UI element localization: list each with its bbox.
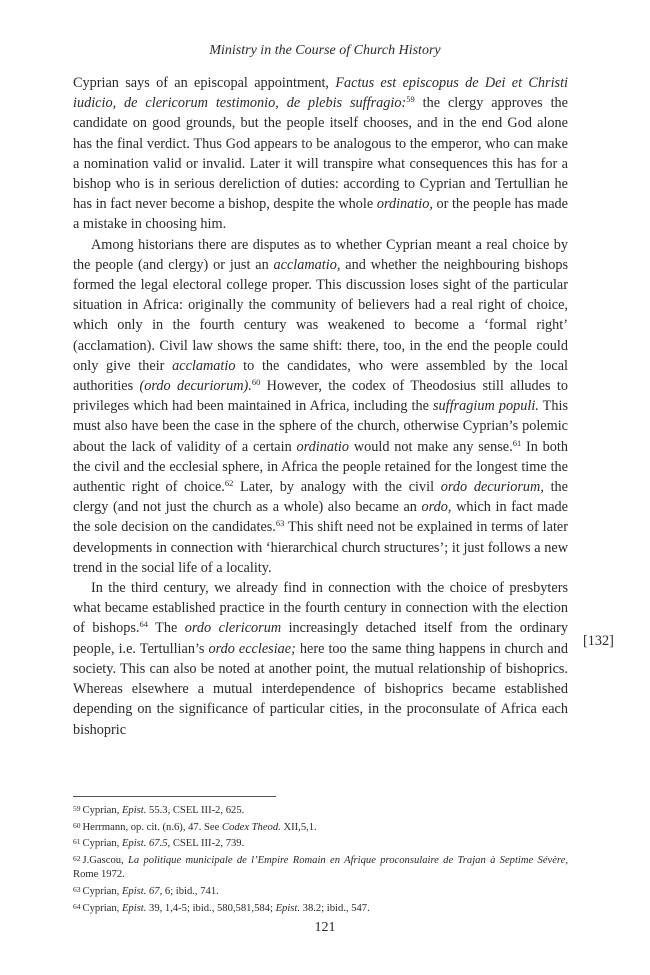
- italic-run: Epist.: [121, 805, 147, 816]
- footnote-number: 63: [73, 884, 81, 894]
- footnote: [73, 835, 568, 852]
- footnote: [73, 819, 568, 836]
- footnote-divider: [73, 796, 276, 797]
- text-run: This must also have been the case in the sphere of the church, otherwise Cyprian’s polemic about the lack of validity of a certain: [73, 398, 568, 455]
- text-run: 55.3, CSEL III-2, 625.: [146, 805, 245, 816]
- italic-run: Epist. 67,: [121, 885, 163, 897]
- footnote: [73, 802, 568, 819]
- text-run: J.Gascou,: [82, 854, 129, 866]
- text-run: the clergy (and not just the church as a whole) also became an: [73, 479, 568, 516]
- italic-run: suffragium populi.: [433, 398, 539, 415]
- text-run: 39, 1,4-5; ibid., 580,581,584;: [146, 902, 276, 914]
- text-run: In both the civil and the ecclesial sphere, in Africa the people retained for the longest time the authentic right of choice.: [73, 438, 568, 496]
- footnote-text: [83, 838, 245, 849]
- paragraph: [73, 73, 568, 235]
- text-run: to the candidates, who were assembled by the local authorities: [73, 357, 568, 395]
- text-run: 38.2; ibid., 547.: [300, 902, 370, 914]
- body-text: [73, 73, 568, 740]
- italic-run: ordo decuriorum,: [440, 479, 544, 496]
- text-run: This shift need not be explained in terms of later developments in connection with ‘hierarchical church structures’; it just follows a new trend in the social life of a locality.: [73, 519, 568, 576]
- text-run: Cyprian,: [82, 805, 122, 816]
- text-run: Later, by analogy with the civil: [233, 479, 441, 496]
- running-head: Ministry in the Course of Church History: [209, 43, 441, 58]
- footnote-ref: 64: [139, 619, 148, 630]
- text-run: the clergy approves the candidate on good grounds, but the people itself chooses, and in the end God alone has the final verdict. Thus God appears to be analogous to the emperor, who can make a nomination valid or invalid. Later it will transpire what consequences this has for a bishop who is in serious dereliction of duties: according to Cyprian and Tertullian he has in fact never become a bishop, despite the whole: [73, 95, 568, 213]
- italic-run: ordo clericorum: [184, 620, 282, 637]
- text-run: Cyprian,: [82, 885, 122, 897]
- footnote-ref: 61: [512, 437, 522, 448]
- text-run: and whether the neighbouring bishops formed the legal electoral college proper. This discussion loses sight of the particular situation in Africa: originally the community of believers had a real right of choice, which only in the fourth century was weakened to become a ‘formal right’ (acclamation). Civil law shows the same shift: there, too, in the end the people could only give their: [73, 256, 568, 374]
- text-run: CSEL III-2, 739.: [170, 838, 245, 850]
- text-run: increasingly detached itself from the ordinary people, i.e. Tertullian’s: [73, 620, 568, 657]
- paragraph: [73, 235, 568, 578]
- footnote-text: [83, 805, 245, 816]
- text-run: or the people has made a mistake in choosing him.: [73, 196, 568, 233]
- italic-run: ordinatio,: [376, 196, 433, 213]
- text-run: here too the same thing happens in church and society. This can also be noted at another point, the mutual relationship of bishoprics. Whereas elsewhere a mutual interdependence of bishoprics became established depending on the significance of particular cities, in the proconsulate of Africa each bishopric: [73, 640, 568, 738]
- footnote-text: [83, 822, 317, 833]
- footnote-text: [83, 903, 370, 914]
- italic-run: ordo ecclesiae;: [208, 640, 296, 657]
- text-run: Cyprian,: [82, 902, 122, 914]
- margin-page-reference: [132]: [583, 633, 614, 649]
- text-run: In the third century, we already find in connection with the choice of presbyters what became established practice in the fourth century in connection with the election of bishops.: [73, 580, 568, 637]
- footnote-text: [73, 855, 568, 881]
- italic-run: Epist.: [275, 902, 300, 914]
- footnote-ref: 60: [251, 377, 261, 388]
- italic-run: acclamatio: [172, 357, 236, 374]
- italic-run: ordinatio: [296, 438, 350, 455]
- footnote: [73, 883, 568, 900]
- footnote-ref: 62: [224, 478, 234, 489]
- italic-run: acclamatio,: [273, 256, 341, 273]
- paragraph: [73, 578, 568, 740]
- footnote: [73, 852, 568, 883]
- italic-run: (ordo decuriorum).: [139, 378, 252, 395]
- text-run: which in fact made the sole decision on the candidates.: [73, 499, 569, 536]
- italic-run: Codex Theod.: [221, 821, 281, 833]
- footnote: [73, 900, 568, 917]
- text-run: Among historians there are disputes as to whether Cyprian meant a real choice by the people (and clergy) or just an: [73, 236, 568, 273]
- italic-run: Epist.: [121, 902, 147, 914]
- text-run: Herrmann, op. cit. (n.6), 47. See: [82, 821, 222, 833]
- text-run: The: [147, 620, 185, 637]
- footnote-ref: 63: [275, 518, 285, 529]
- text-run: Rome 1972.: [73, 869, 125, 881]
- italic-run: Epist. 67.5,: [121, 838, 171, 850]
- italic-run: Factus est episcopus de Dei et Christi iudicio, de clericorum testimonio, de plebis suffragio:: [73, 75, 568, 112]
- text-run: XII,5,1.: [280, 821, 317, 833]
- text-run: would not make any sense.: [349, 438, 513, 455]
- text-run: However, the codex of Theodosius still alludes to privileges which had been maintained in Africa, including the: [73, 378, 568, 415]
- footnote-ref: 59: [406, 94, 415, 105]
- footnote-number: 61: [73, 837, 81, 847]
- footnotes: [73, 802, 568, 916]
- italic-run: La politique municipale de l’Empire Romain en Afrique proconsulaire de Trajan à Septime Sévère,: [128, 854, 569, 866]
- text-run: Cyprian,: [82, 838, 122, 850]
- text-run: 6; ibid., 741.: [162, 885, 219, 897]
- italic-run: ordo,: [421, 499, 452, 516]
- footnote-text: [83, 886, 219, 897]
- footnote-number: 64: [73, 901, 81, 911]
- page-number: 121: [314, 920, 336, 935]
- footnote-number: 62: [73, 853, 81, 863]
- footnote-number: 59: [73, 804, 81, 813]
- footnote-number: 60: [73, 820, 81, 830]
- text-run: Cyprian says of an episcopal appointment,: [73, 75, 336, 91]
